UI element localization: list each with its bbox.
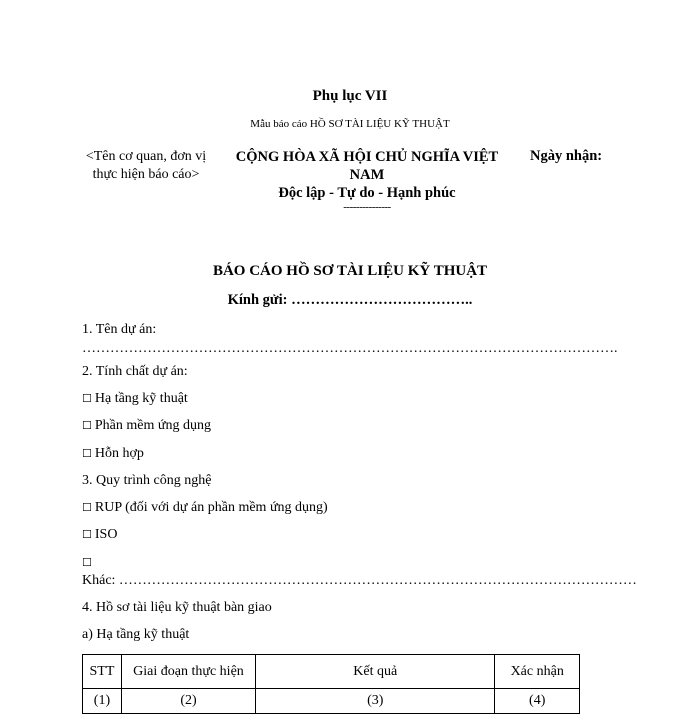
project-name-field: 1. Tên dự án: ……………………………………………………………………………………………………. — [82, 322, 618, 356]
checkbox-icon[interactable]: ☐ — [82, 556, 92, 569]
checkbox-icon[interactable]: ☐ — [82, 447, 92, 460]
table-cell: (1) — [83, 689, 122, 714]
handover-docs-heading: 4. Hồ sơ tài liệu kỹ thuật bàn giao — [82, 600, 272, 615]
motto-divider: --------------- — [343, 201, 391, 213]
addressee-line: Kính gửi: ……………………………….. — [227, 292, 473, 308]
col-header-phase: Giai đoạn thực hiện — [121, 655, 255, 689]
infrastructure-subheading: a) Hạ tầng kỹ thuật — [82, 627, 190, 642]
table-header-row — [83, 655, 580, 689]
checkbox-icon[interactable]: ☐ — [82, 528, 92, 541]
handover-table — [82, 654, 580, 714]
tech-process-heading: 3. Quy trình công nghệ — [82, 473, 212, 488]
option-label: Hỗn hợp — [94, 446, 144, 461]
received-date-label: Ngày nhận: — [530, 148, 603, 164]
project-nature-heading: 2. Tính chất dự án: — [82, 364, 188, 379]
option-hybrid[interactable] — [82, 446, 144, 462]
option-label: Hạ tầng kỹ thuật — [94, 391, 188, 406]
table-cell: (4) — [495, 689, 580, 714]
col-header-confirmation: Xác nhận — [495, 655, 580, 689]
option-label: ISO — [94, 527, 118, 542]
option-other[interactable] — [82, 555, 95, 571]
table-cell: (2) — [121, 689, 255, 714]
checkbox-icon[interactable]: ☐ — [82, 392, 92, 405]
checkbox-icon[interactable]: ☐ — [82, 419, 92, 432]
col-header-result: Kết quả — [256, 655, 495, 689]
option-iso[interactable] — [82, 527, 117, 543]
checkbox-icon[interactable]: ☐ — [82, 501, 92, 514]
national-title: CỘNG HÒA XÃ HỘI CHỦ NGHĨA VIỆT NAM — [235, 149, 499, 183]
report-title: BÁO CÁO HỒ SƠ TÀI LIỆU KỸ THUẬT — [212, 263, 488, 279]
table-row — [83, 689, 580, 714]
appendix-title: Phụ lục VII — [312, 88, 388, 104]
option-label: RUP (đối với dự án phần mềm ứng dụng) — [94, 500, 328, 515]
option-infrastructure[interactable] — [82, 391, 188, 407]
col-header-stt: STT — [83, 655, 122, 689]
other-field: Khác: ………………………………………………………………………………………………… — [82, 573, 637, 588]
national-motto: Độc lập - Tự do - Hạnh phúc — [278, 185, 456, 201]
option-label: Phần mềm ứng dụng — [94, 418, 211, 433]
table-cell: (3) — [256, 689, 495, 714]
sender-organization: <Tên cơ quan, đơn vị thực hiện báo cáo> — [85, 149, 207, 182]
option-application-software[interactable] — [82, 418, 211, 434]
option-rup[interactable] — [82, 500, 328, 516]
appendix-subtitle: Mẫu báo cáo HỒ SƠ TÀI LIỆU KỸ THUẬT — [250, 118, 450, 130]
